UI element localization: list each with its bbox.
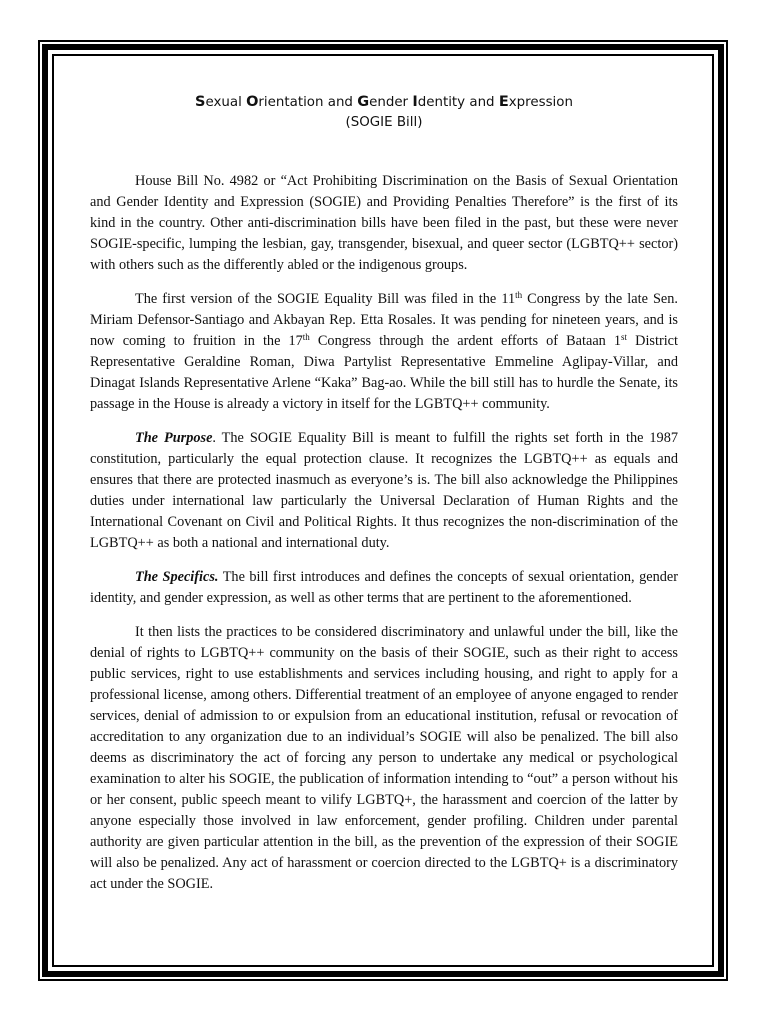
paragraph-text: The bill first introduces and defines the concepts of sexual orientation, gender identity, and gender expression, as well as other terms that are pertinent to the aforementioned. [90, 569, 678, 606]
paragraph-text: District Representative Geraldine Roman, Diwa Partylist Representative Emmeline Aglipay-Villar, and Dinagat Islands Representative Arlene “Kaka” Bag-ao. While the bill still has to hurdle the Senate, its passage in the House is already a victory in itself for the LGBTQ++ community. [90, 333, 678, 412]
title-initial-i: I [412, 94, 418, 110]
paragraph-specifics [90, 567, 678, 609]
title-line [90, 92, 678, 113]
paragraph-text: The first version of the SOGIE Equality Bill was filed in the 11 [135, 291, 516, 307]
document-title [90, 92, 678, 133]
paragraph-intro: House Bill No. 4982 or “Act Prohibiting Discrimination on the Basis of Sexual Orientation and Gender Identity and Expression (SOGIE) and Providing Penalties Therefore” is the first of its kind in the country. Other anti-discrimination bills have been filed in the past, but these were never SOGIE-specific, lumping the lesbian, gay, transgender, bisexual, and queer sector (LGBTQ++ sector) with others such as the differently abled or the indigenous groups. [90, 173, 678, 273]
title-initial-e: E [498, 94, 509, 110]
paragraph-practices: It then lists the practices to be considered discriminatory and unlawful under the bill, like the denial of rights to LGBTQ++ community on the basis of their SOGIE, such as their right to access public services, right to use establishments and services including housing, and right to apply for a professional license, among others. Differential treatment of an employee of anyone engaged to render services, denial of admission to or expulsion from an educational institution, refusal or revocation of accreditation to any organization due to an individual’s SOGIE will also be penalized. The bill also deems as discriminatory the act of forcing any person to undertake any medical or psychological examination to alter his SOGIE, the publication of information intending to “out” a person without his or her consent, public speech meant to vilify LGBTQ+, the harassment and coercion of the latter by anyone especially those involved in law enforcement, gender profiling. Children under parental authority are given particular attention in the bill, as the prevention of the expression of their SOGIE will also be penalized. Any act of harassment or coercion directed to the LGBTQ+ is a discriminatory act under the SOGIE. [90, 624, 678, 892]
title-text: xpression [508, 95, 573, 110]
section-lead-purpose: The Purpose [135, 430, 213, 446]
paragraph-text: Congress by the late Sen. Miriam Defensor-Santiago and Akbayan Rep. Etta Rosales. It was pending for nineteen years, and is now coming to fruition in the 17 [90, 291, 678, 349]
title-text: rientation and [258, 95, 358, 110]
document-body [90, 92, 678, 908]
paragraph-text: Congress through the ardent efforts of Bataan 1 [309, 333, 622, 349]
title-initial-o: O [246, 94, 259, 110]
title-initial-s: S [195, 94, 206, 110]
title-initial-g: G [357, 94, 370, 110]
title-text: exual [205, 95, 247, 110]
ordinal-suffix: th [302, 332, 310, 342]
paragraph-history [90, 289, 678, 415]
title-text: ender [369, 95, 413, 110]
section-lead-specifics: The Specifics. [135, 569, 219, 585]
paragraph-text: . The SOGIE Equality Bill is meant to fulfill the rights set forth in the 1987 constitution, particularly the equal protection clause. It recognizes the LGBTQ++ as equals and ensures that there are protected inasmuch as everyone’s is. The bill also acknowledge the Philippines duties under international law particularly the Universal Declaration of Human Rights and the International Covenant on Civil and Political Rights. It thus recognizes the non-discrimination of the LGBTQ++ as both a national and international duty. [90, 430, 678, 551]
ordinal-suffix: th [515, 290, 523, 300]
paragraph-purpose [90, 428, 678, 554]
title-text: dentity and [417, 95, 499, 110]
document-subtitle: (SOGIE Bill) [345, 115, 423, 130]
ordinal-suffix: st [621, 332, 628, 342]
